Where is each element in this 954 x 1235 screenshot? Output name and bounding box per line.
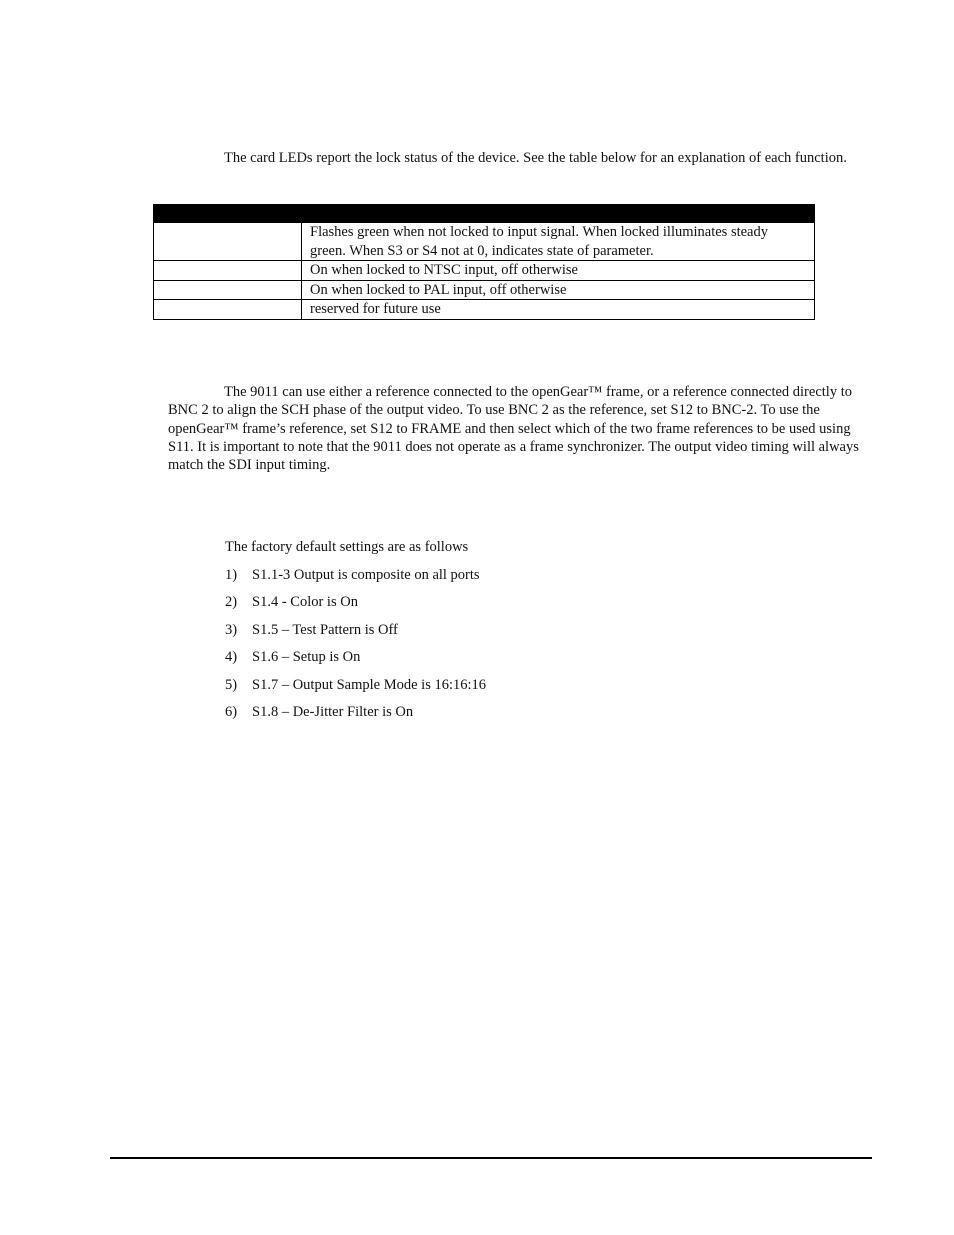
led-description-cell: reserved for future use bbox=[302, 300, 815, 320]
list-item bbox=[225, 593, 486, 620]
table-row bbox=[154, 280, 815, 300]
leds-paragraph-text: The card LEDs report the lock status of the device. See the table below for an explanation of each function. bbox=[224, 150, 847, 166]
list-item bbox=[225, 566, 486, 593]
reference-paragraph-text: The 9011 can use either a reference connected to the openGear™ frame, or a reference connected directly to BNC 2 to align the SCH phase of the output video. To use BNC 2 as the reference, set S12 to BNC-2. To use the openGear™ frame’s reference, set S12 to FRAME and then select which of the two frame references to be used using S11. It is important to note that the 9011 does not operate as a frame synchronizer. The output video timing will always match the SDI input timing. bbox=[168, 384, 859, 474]
list-item bbox=[225, 621, 486, 648]
list-item-text: S1.5 – Test Pattern is Off bbox=[252, 621, 398, 638]
list-item-text: S1.7 – Output Sample Mode is 16:16:16 bbox=[252, 676, 487, 693]
list-item-text: S1.1-3 Output is composite on all ports bbox=[252, 567, 480, 583]
table-row bbox=[154, 223, 815, 261]
led-name-cell bbox=[154, 300, 302, 320]
table-header-cell bbox=[302, 205, 815, 223]
led-description-cell: On when locked to NTSC input, off otherwise bbox=[302, 261, 815, 281]
list-item-text: S1.4 - Color is On bbox=[252, 594, 358, 611]
list-item bbox=[225, 703, 486, 730]
list-item-number: 6) bbox=[225, 703, 238, 720]
leds-paragraph bbox=[168, 149, 862, 167]
led-description-cell: Flashes green when not locked to input signal. When locked illuminates steady green. When S3 or S4 not at 0, indicates state of parameter. bbox=[302, 223, 815, 261]
led-status-table bbox=[153, 204, 815, 320]
table-header-cell bbox=[154, 205, 302, 223]
list-item-number: 1) bbox=[225, 567, 238, 583]
table-row bbox=[154, 300, 815, 320]
list-item-number: 2) bbox=[225, 594, 238, 611]
led-name-cell bbox=[154, 261, 302, 281]
led-description-cell: On when locked to PAL input, off otherwise bbox=[302, 280, 815, 300]
table-header-row bbox=[154, 205, 815, 223]
defaults-intro: The factory default settings are as follows bbox=[225, 539, 469, 555]
list-item-number: 4) bbox=[225, 649, 238, 666]
list-item bbox=[225, 648, 486, 675]
led-name-cell bbox=[154, 280, 302, 300]
table-row bbox=[154, 261, 815, 281]
list-item bbox=[225, 676, 486, 703]
list-item-text: S1.8 – De-Jitter Filter is On bbox=[252, 703, 414, 720]
footer-divider bbox=[110, 1157, 872, 1159]
reference-paragraph bbox=[168, 383, 862, 474]
list-item-text: S1.6 – Setup is On bbox=[252, 649, 361, 666]
defaults-list bbox=[225, 566, 486, 730]
list-item-number: 3) bbox=[225, 621, 238, 638]
led-name-cell bbox=[154, 223, 302, 261]
list-item-number: 5) bbox=[225, 676, 238, 693]
